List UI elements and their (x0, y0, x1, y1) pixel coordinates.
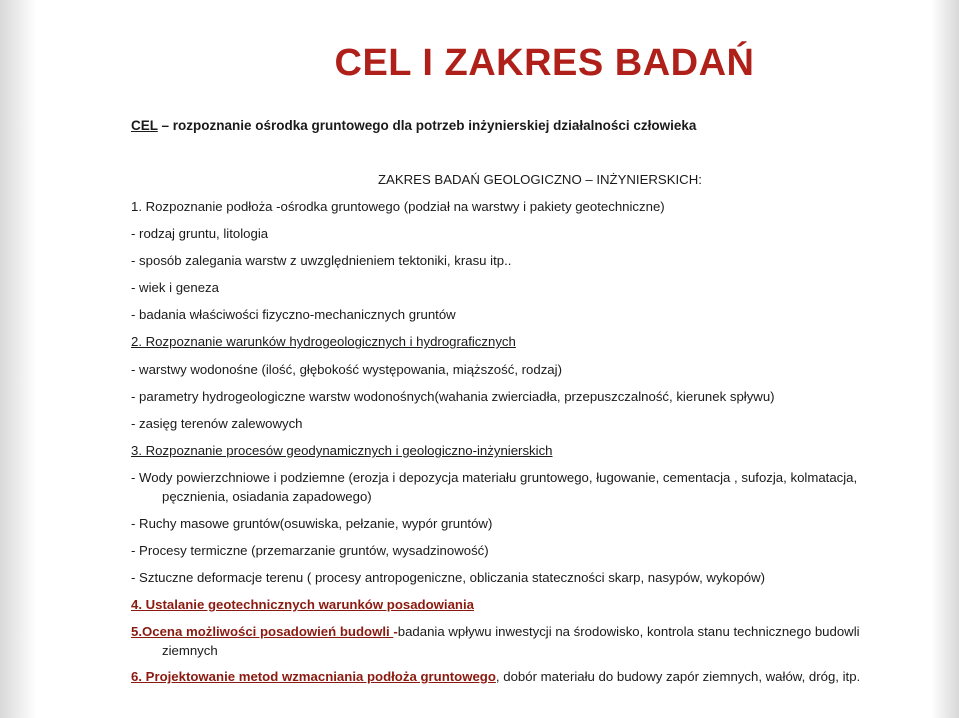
section5-heading: 5.Ocena możliwości posadowień budowli (131, 624, 394, 639)
cel-label: CEL (131, 118, 158, 133)
section1-item: - badania właściwości fizyczno-mechanicznych gruntów (131, 307, 456, 322)
section3-item: - Ruchy masowe gruntów(osuwiska, pełzanie, wypór gruntów) (131, 516, 493, 531)
section6-line (131, 669, 860, 684)
section3-heading: 3. Rozpoznanie procesów geodynamicznych i geologiczno-inżynierskich (131, 443, 553, 458)
cel-text: rozpoznanie ośrodka gruntowego dla potrzeb inżynierskiej działalności człowieka (172, 118, 697, 133)
section5-continuation: ziemnych (162, 643, 218, 658)
section6-text: , dobór materiału do budowy zapór ziemnych, wałów, dróg, itp. (495, 669, 861, 684)
right-shadow (931, 0, 959, 718)
section1-heading: 1. Rozpoznanie podłoża -ośrodka gruntowego (podział na warstwy i pakiety geotechniczne) (131, 199, 665, 214)
section2-item: - zasięg terenów zalewowych (131, 416, 303, 431)
section3-item: - Sztuczne deformacje terenu ( procesy antropogeniczne, obliczania stateczności skarp, nasypów, wykopów) (131, 570, 766, 585)
section5-dash: - (393, 624, 398, 639)
cel-line (131, 118, 696, 133)
section2-heading: 2. Rozpoznanie warunków hydrogeologicznych i hydrograficznych (131, 334, 516, 349)
section5-line (131, 624, 860, 639)
section6-heading: 6. Projektowanie metod wzmacniania podłoża gruntowego (131, 669, 496, 684)
section3-item: - Wody powierzchniowe i podziemne (erozja i depozycja materiału gruntowego, ługowanie, cementacja , sufozja, kolmatacja, (131, 470, 858, 485)
section4-heading: 4. Ustalanie geotechnicznych warunków posadowiania (131, 597, 474, 612)
section1-item: - rodzaj gruntu, litologia (131, 226, 269, 241)
section3-item-continuation: pęcznienia, osiadania zapadowego) (162, 489, 372, 504)
section5-text: badania wpływu inwestycji na środowisko, kontrola stanu technicznego budowli (397, 624, 860, 639)
section1-item: - sposób zalegania warstw z uwzględnieniem tektoniki, krasu itp.. (131, 253, 512, 268)
section2-item: - warstwy wodonośne (ilość, głębokość występowania, miąższość, rodzaj) (131, 362, 562, 377)
zakres-heading: ZAKRES BADAŃ GEOLOGICZNO – INŻYNIERSKICH: (378, 172, 702, 187)
section2-item: - parametry hydrogeologiczne warstw wodonośnych(wahania zwierciadła, przepuszczalność, kierunek spływu) (131, 389, 775, 404)
section1-item: - wiek i geneza (131, 280, 219, 295)
page-title: CEL I ZAKRES BADAŃ (334, 42, 755, 84)
cel-dash: – (157, 118, 173, 133)
left-shadow (0, 0, 36, 718)
section3-item: - Procesy termiczne (przemarzanie gruntów, wysadzinowość) (131, 543, 489, 558)
